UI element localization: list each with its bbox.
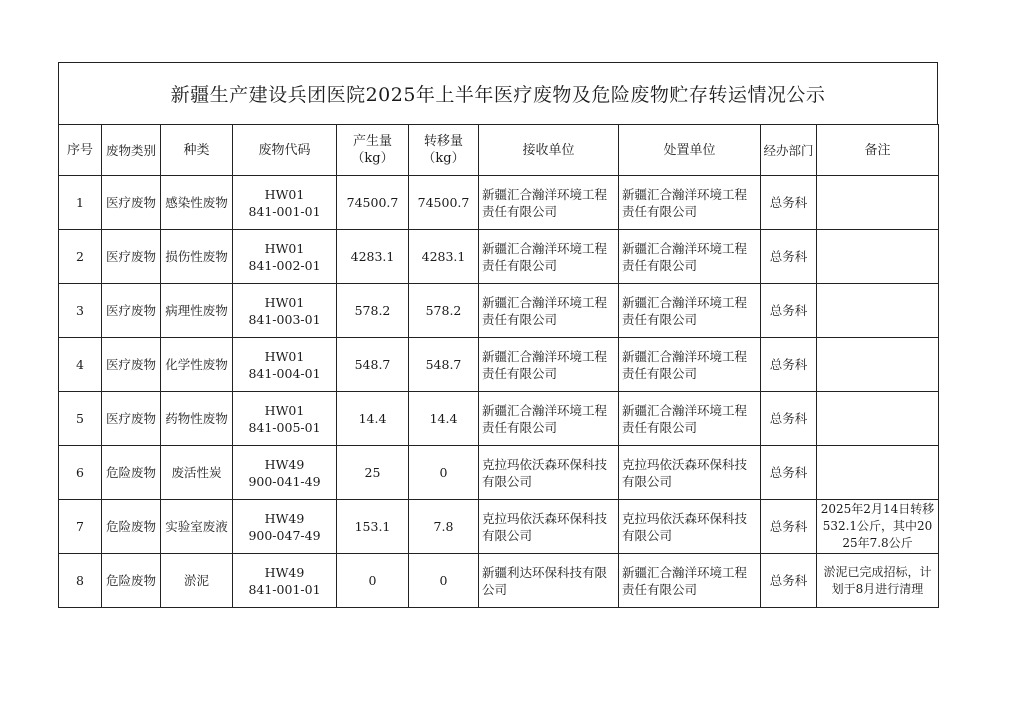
cell-transferred: 14.4 xyxy=(409,392,479,446)
cell-code xyxy=(233,446,337,500)
header-disposer: 处置单位 xyxy=(619,125,761,176)
cell-produced: 74500.7 xyxy=(337,176,409,230)
cell-seq: 5 xyxy=(59,392,102,446)
table-row xyxy=(59,500,939,554)
cell-code-line1: HW01 xyxy=(264,240,305,256)
cell-code-line2: 841-001-01 xyxy=(248,203,321,219)
cell-produced: 4283.1 xyxy=(337,230,409,284)
waste-table xyxy=(58,124,939,608)
table-row xyxy=(59,176,939,230)
cell-disposer: 克拉玛依沃森环保科技有限公司 xyxy=(619,446,761,500)
table-row xyxy=(59,392,939,446)
cell-department: 总务科 xyxy=(761,500,817,554)
cell-remark: 淤泥已完成招标，计划于8月进行清理 xyxy=(817,554,939,608)
cell-transferred: 0 xyxy=(409,554,479,608)
cell-department: 总务科 xyxy=(761,554,817,608)
cell-produced: 25 xyxy=(337,446,409,500)
table-row xyxy=(59,338,939,392)
cell-code xyxy=(233,338,337,392)
cell-disposer: 新疆汇合瀚洋环境工程责任有限公司 xyxy=(619,284,761,338)
cell-receiver: 克拉玛依沃森环保科技有限公司 xyxy=(479,500,619,554)
cell-code xyxy=(233,554,337,608)
cell-seq: 2 xyxy=(59,230,102,284)
cell-department: 总务科 xyxy=(761,230,817,284)
cell-transferred: 548.7 xyxy=(409,338,479,392)
cell-transferred: 578.2 xyxy=(409,284,479,338)
disclosure-sheet xyxy=(58,62,938,608)
cell-code-line2: 841-003-01 xyxy=(248,311,321,327)
cell-department: 总务科 xyxy=(761,338,817,392)
cell-seq: 4 xyxy=(59,338,102,392)
cell-code-line1: HW49 xyxy=(264,510,305,526)
cell-category: 医疗废物 xyxy=(102,338,161,392)
table-header-row xyxy=(59,125,939,176)
cell-receiver: 新疆汇合瀚洋环境工程责任有限公司 xyxy=(479,392,619,446)
cell-code-line2: 841-005-01 xyxy=(248,419,321,435)
header-kind: 种类 xyxy=(161,125,233,176)
cell-produced: 0 xyxy=(337,554,409,608)
cell-code xyxy=(233,230,337,284)
cell-transferred: 7.8 xyxy=(409,500,479,554)
cell-transferred: 4283.1 xyxy=(409,230,479,284)
table-row xyxy=(59,284,939,338)
header-remark: 备注 xyxy=(817,125,939,176)
cell-code xyxy=(233,500,337,554)
header-transferred-line2: （kg） xyxy=(422,151,465,166)
document-title: 新疆生产建设兵团医院2025年上半年医疗废物及危险废物贮存转运情况公示 xyxy=(58,62,938,124)
header-produced xyxy=(337,125,409,176)
cell-code-line2: 900-047-49 xyxy=(248,527,321,543)
cell-remark xyxy=(817,284,939,338)
cell-code-line2: 900-041-49 xyxy=(248,473,321,489)
cell-code-line1: HW01 xyxy=(264,348,305,364)
cell-remark: 2025年2月14日转移532.1公斤，其中2025年7.8公斤 xyxy=(817,500,939,554)
cell-receiver: 克拉玛依沃森环保科技有限公司 xyxy=(479,446,619,500)
cell-disposer: 新疆汇合瀚洋环境工程责任有限公司 xyxy=(619,392,761,446)
cell-kind: 实验室废液 xyxy=(161,500,233,554)
cell-code xyxy=(233,176,337,230)
cell-department: 总务科 xyxy=(761,392,817,446)
cell-category: 医疗废物 xyxy=(102,230,161,284)
cell-remark xyxy=(817,230,939,284)
cell-kind: 废活性炭 xyxy=(161,446,233,500)
cell-code-line2: 841-002-01 xyxy=(248,257,321,273)
cell-code-line2: 841-001-01 xyxy=(248,581,321,597)
cell-category: 危险废物 xyxy=(102,446,161,500)
cell-remark xyxy=(817,392,939,446)
table-body xyxy=(59,176,939,608)
cell-code-line1: HW49 xyxy=(264,564,305,580)
cell-code xyxy=(233,392,337,446)
cell-transferred: 74500.7 xyxy=(409,176,479,230)
table-row xyxy=(59,230,939,284)
cell-receiver: 新疆利达环保科技有限公司 xyxy=(479,554,619,608)
cell-code-line1: HW01 xyxy=(264,402,305,418)
cell-category: 医疗废物 xyxy=(102,284,161,338)
cell-disposer: 新疆汇合瀚洋环境工程责任有限公司 xyxy=(619,176,761,230)
cell-receiver: 新疆汇合瀚洋环境工程责任有限公司 xyxy=(479,176,619,230)
cell-receiver: 新疆汇合瀚洋环境工程责任有限公司 xyxy=(479,338,619,392)
cell-category: 危险废物 xyxy=(102,500,161,554)
header-seq: 序号 xyxy=(59,125,102,176)
cell-code-line1: HW49 xyxy=(264,456,305,472)
cell-disposer: 新疆汇合瀚洋环境工程责任有限公司 xyxy=(619,338,761,392)
cell-seq: 1 xyxy=(59,176,102,230)
cell-disposer: 克拉玛依沃森环保科技有限公司 xyxy=(619,500,761,554)
cell-code xyxy=(233,284,337,338)
cell-produced: 578.2 xyxy=(337,284,409,338)
cell-department: 总务科 xyxy=(761,446,817,500)
cell-kind: 病理性废物 xyxy=(161,284,233,338)
cell-department: 总务科 xyxy=(761,284,817,338)
table-row xyxy=(59,446,939,500)
cell-kind: 感染性废物 xyxy=(161,176,233,230)
cell-remark xyxy=(817,446,939,500)
table-row xyxy=(59,554,939,608)
cell-produced: 14.4 xyxy=(337,392,409,446)
header-transferred xyxy=(409,125,479,176)
cell-transferred: 0 xyxy=(409,446,479,500)
cell-code-line1: HW01 xyxy=(264,186,305,202)
cell-remark xyxy=(817,176,939,230)
cell-seq: 8 xyxy=(59,554,102,608)
cell-kind: 损伤性废物 xyxy=(161,230,233,284)
cell-kind: 化学性废物 xyxy=(161,338,233,392)
cell-category: 医疗废物 xyxy=(102,392,161,446)
cell-receiver: 新疆汇合瀚洋环境工程责任有限公司 xyxy=(479,284,619,338)
header-produced-line2: （kg） xyxy=(351,151,394,166)
cell-receiver: 新疆汇合瀚洋环境工程责任有限公司 xyxy=(479,230,619,284)
header-code: 废物代码 xyxy=(233,125,337,176)
cell-department: 总务科 xyxy=(761,176,817,230)
header-department: 经办部门 xyxy=(761,125,817,176)
cell-kind: 药物性废物 xyxy=(161,392,233,446)
cell-remark xyxy=(817,338,939,392)
cell-kind: 淤泥 xyxy=(161,554,233,608)
header-receiver: 接收单位 xyxy=(479,125,619,176)
cell-seq: 6 xyxy=(59,446,102,500)
cell-produced: 153.1 xyxy=(337,500,409,554)
header-transferred-line1: 转移量 xyxy=(423,134,463,149)
cell-seq: 7 xyxy=(59,500,102,554)
cell-category: 危险废物 xyxy=(102,554,161,608)
cell-produced: 548.7 xyxy=(337,338,409,392)
cell-category: 医疗废物 xyxy=(102,176,161,230)
cell-seq: 3 xyxy=(59,284,102,338)
header-produced-line1: 产生量 xyxy=(352,134,392,149)
cell-code-line1: HW01 xyxy=(264,294,305,310)
header-category: 废物类别 xyxy=(102,125,161,176)
cell-code-line2: 841-004-01 xyxy=(248,365,321,381)
cell-disposer: 新疆汇合瀚洋环境工程责任有限公司 xyxy=(619,554,761,608)
cell-disposer: 新疆汇合瀚洋环境工程责任有限公司 xyxy=(619,230,761,284)
